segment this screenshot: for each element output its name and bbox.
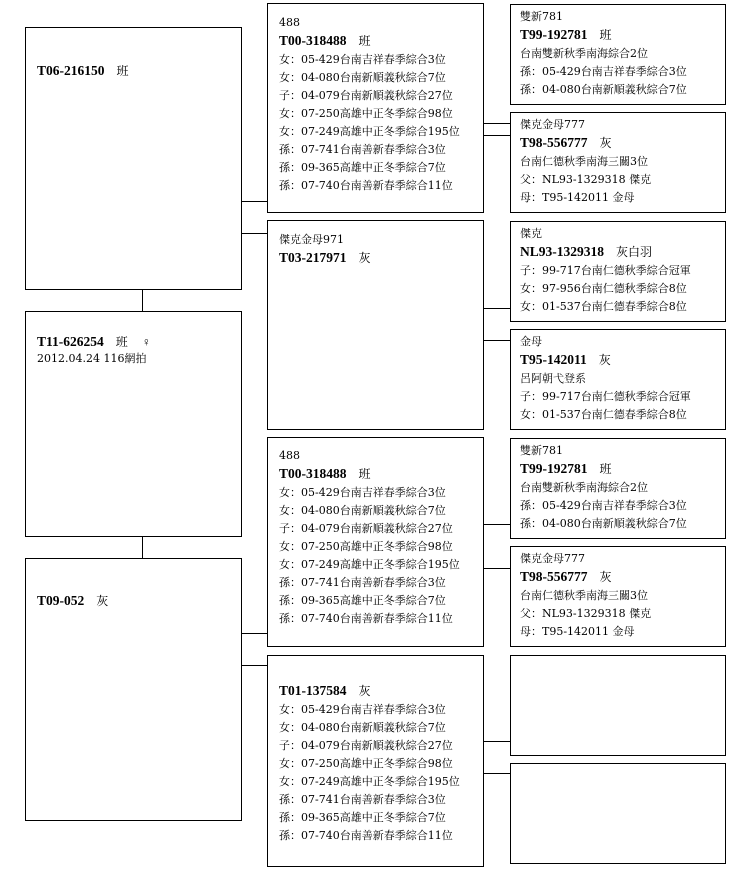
ggp-8-card-empty — [510, 763, 726, 864]
record-line: 女：01-537台南仁德春季綜合8位 — [520, 408, 687, 421]
subject-color: 班 — [115, 335, 128, 349]
record-line: 女：01-537台南仁德春季綜合8位 — [520, 300, 687, 313]
sire-card — [25, 27, 242, 290]
dam-color: 灰 — [96, 594, 109, 608]
record-line: 子：99-717台南仁德秋季綜合冠軍 — [520, 264, 691, 277]
record-line: 孫：07-740台南善新春季綜合11位 — [279, 612, 453, 625]
connector-dam-to-granddam — [241, 665, 267, 666]
connector-g3-sd — [483, 568, 510, 569]
record-line: 母：T95-142011 金母 — [520, 625, 635, 638]
ggp-2-name: 傑克金母777 — [520, 118, 585, 131]
ggp-6-color: 灰 — [599, 570, 612, 584]
record-line: 孫：05-429台南吉祥春季綜合3位 — [520, 65, 687, 78]
record-line: 女：07-249高雄中正冬季綜合195位 — [279, 558, 460, 571]
record-line: 呂阿朝弋登系 — [520, 372, 586, 385]
sire-sire-name: 488 — [279, 16, 300, 29]
connector-g1-sd — [483, 135, 510, 136]
record-line: 女：07-250高雄中正冬季綜合98位 — [279, 757, 453, 770]
record-line: 孫：05-429台南吉祥春季綜合3位 — [520, 499, 687, 512]
dam-sire-name: 488 — [279, 449, 300, 462]
dam-dam-card — [267, 655, 484, 867]
ggp-4-card — [510, 329, 726, 430]
ggp-1-name: 雙新781 — [520, 10, 563, 23]
record-line: 孫：04-080台南新順義秋綜合7位 — [520, 517, 687, 530]
sire-dam-card — [267, 220, 484, 430]
record-line: 子：04-079台南新順義秋綜合27位 — [279, 89, 453, 102]
ggp-3-card — [510, 221, 726, 322]
record-line: 台南仁德秋季南海三關3位 — [520, 589, 648, 602]
record-line: 孫：07-741台南善新春季綜合3位 — [279, 143, 446, 156]
sire-sire-card — [267, 3, 484, 213]
sire-sire-color: 班 — [358, 34, 371, 48]
dam-card — [25, 558, 242, 821]
record-line: 母：T95-142011 金母 — [520, 191, 635, 204]
sire-ring: T06-216150 — [37, 63, 105, 78]
record-line: 女：04-080台南新順義秋綜合7位 — [279, 504, 446, 517]
connector-dam-to-grandsire — [241, 633, 267, 634]
ggp-5-name: 雙新781 — [520, 444, 563, 457]
ggp-1-color: 班 — [599, 28, 612, 42]
connector-sire-subject — [142, 289, 143, 311]
record-line: 父：NL93-1329318 傑克 — [520, 607, 652, 620]
record-line: 台南仁德秋季南海三關3位 — [520, 155, 648, 168]
dam-sire-ring: T00-318488 — [279, 466, 347, 481]
ggp-3-name: 傑克 — [520, 227, 542, 240]
connector-g1-ss — [483, 123, 510, 124]
sire-dam-color: 灰 — [358, 251, 371, 265]
subject-card — [25, 311, 242, 537]
record-line: 女：05-429台南吉祥春季綜合3位 — [279, 53, 446, 66]
ggp-5-card — [510, 438, 726, 539]
ggp-2-card — [510, 112, 726, 213]
connector-g2-ss — [483, 308, 510, 309]
record-line: 女：04-080台南新順義秋綜合7位 — [279, 721, 446, 734]
connector-g4-sd — [483, 773, 510, 774]
connector-g3-ss — [483, 524, 510, 525]
ggp-4-name: 金母 — [520, 335, 542, 348]
ggp-6-ring: T98-556777 — [520, 569, 588, 584]
subject-sex: ♀ — [141, 335, 151, 349]
record-line: 子：99-717台南仁德秋季綜合冠軍 — [520, 390, 691, 403]
record-line: 子：04-079台南新順義秋綜合27位 — [279, 522, 453, 535]
record-line: 女：07-250高雄中正冬季綜合98位 — [279, 540, 453, 553]
record-line: 女：05-429台南吉祥春季綜合3位 — [279, 703, 446, 716]
connector-subject-dam — [142, 536, 143, 558]
ggp-5-color: 班 — [599, 462, 612, 476]
record-line: 孫：04-080台南新順義秋綜合7位 — [520, 83, 687, 96]
ggp-6-name: 傑克金母777 — [520, 552, 585, 565]
record-line: 台南雙新秋季南海綜合2位 — [520, 47, 648, 60]
ggp-4-ring: T95-142011 — [520, 352, 587, 367]
record-line: 孫：09-365高雄中正冬季綜合7位 — [279, 811, 446, 824]
record-line: 孫：07-740台南善新春季綜合11位 — [279, 179, 453, 192]
sire-dam-name: 傑克金母971 — [279, 233, 344, 246]
ggp-3-color: 灰白羽 — [616, 245, 653, 259]
ggp-1-card — [510, 4, 726, 105]
ggp-1-ring: T99-192781 — [520, 27, 588, 42]
ggp-4-color: 灰 — [598, 353, 611, 367]
record-line: 女：07-250高雄中正冬季綜合98位 — [279, 107, 453, 120]
connector-sire-to-granddam — [241, 233, 267, 234]
record-line: 孫：09-365高雄中正冬季綜合7位 — [279, 161, 446, 174]
ggp-2-color: 灰 — [599, 136, 612, 150]
sire-dam-ring: T03-217971 — [279, 250, 347, 265]
connector-g2-sd — [483, 340, 510, 341]
ggp-3-ring: NL93-1329318 — [520, 244, 604, 259]
subject-note: 2012.04.24 116網拍 — [37, 352, 147, 365]
record-line: 孫：07-741台南善新春季綜合3位 — [279, 576, 446, 589]
record-line: 女：07-249高雄中正冬季綜合195位 — [279, 775, 460, 788]
connector-sire-to-grandsire — [241, 201, 267, 202]
record-line: 女：07-249高雄中正冬季綜合195位 — [279, 125, 460, 138]
dam-dam-color: 灰 — [358, 684, 371, 698]
record-line: 孫：07-741台南善新春季綜合3位 — [279, 793, 446, 806]
sire-sire-ring: T00-318488 — [279, 33, 347, 48]
record-line: 女：04-080台南新順義秋綜合7位 — [279, 71, 446, 84]
record-line: 女：97-956台南仁德秋季綜合8位 — [520, 282, 687, 295]
dam-ring: T09-052 — [37, 593, 85, 608]
record-line: 父：NL93-1329318 傑克 — [520, 173, 652, 186]
record-line: 孫：09-365高雄中正冬季綜合7位 — [279, 594, 446, 607]
connector-g4-ss — [483, 741, 510, 742]
ggp-6-card — [510, 546, 726, 647]
record-line: 子：04-079台南新順義秋綜合27位 — [279, 739, 453, 752]
dam-dam-ring: T01-137584 — [279, 683, 347, 698]
ggp-2-ring: T98-556777 — [520, 135, 588, 150]
subject-ring: T11-626254 — [37, 334, 104, 349]
record-line: 女：05-429台南吉祥春季綜合3位 — [279, 486, 446, 499]
ggp-5-ring: T99-192781 — [520, 461, 588, 476]
sire-color: 班 — [116, 64, 129, 78]
ggp-7-card-empty — [510, 655, 726, 756]
record-line: 孫：07-740台南善新春季綜合11位 — [279, 829, 453, 842]
record-line: 台南雙新秋季南海綜合2位 — [520, 481, 648, 494]
dam-sire-color: 班 — [358, 467, 371, 481]
dam-sire-card — [267, 437, 484, 647]
